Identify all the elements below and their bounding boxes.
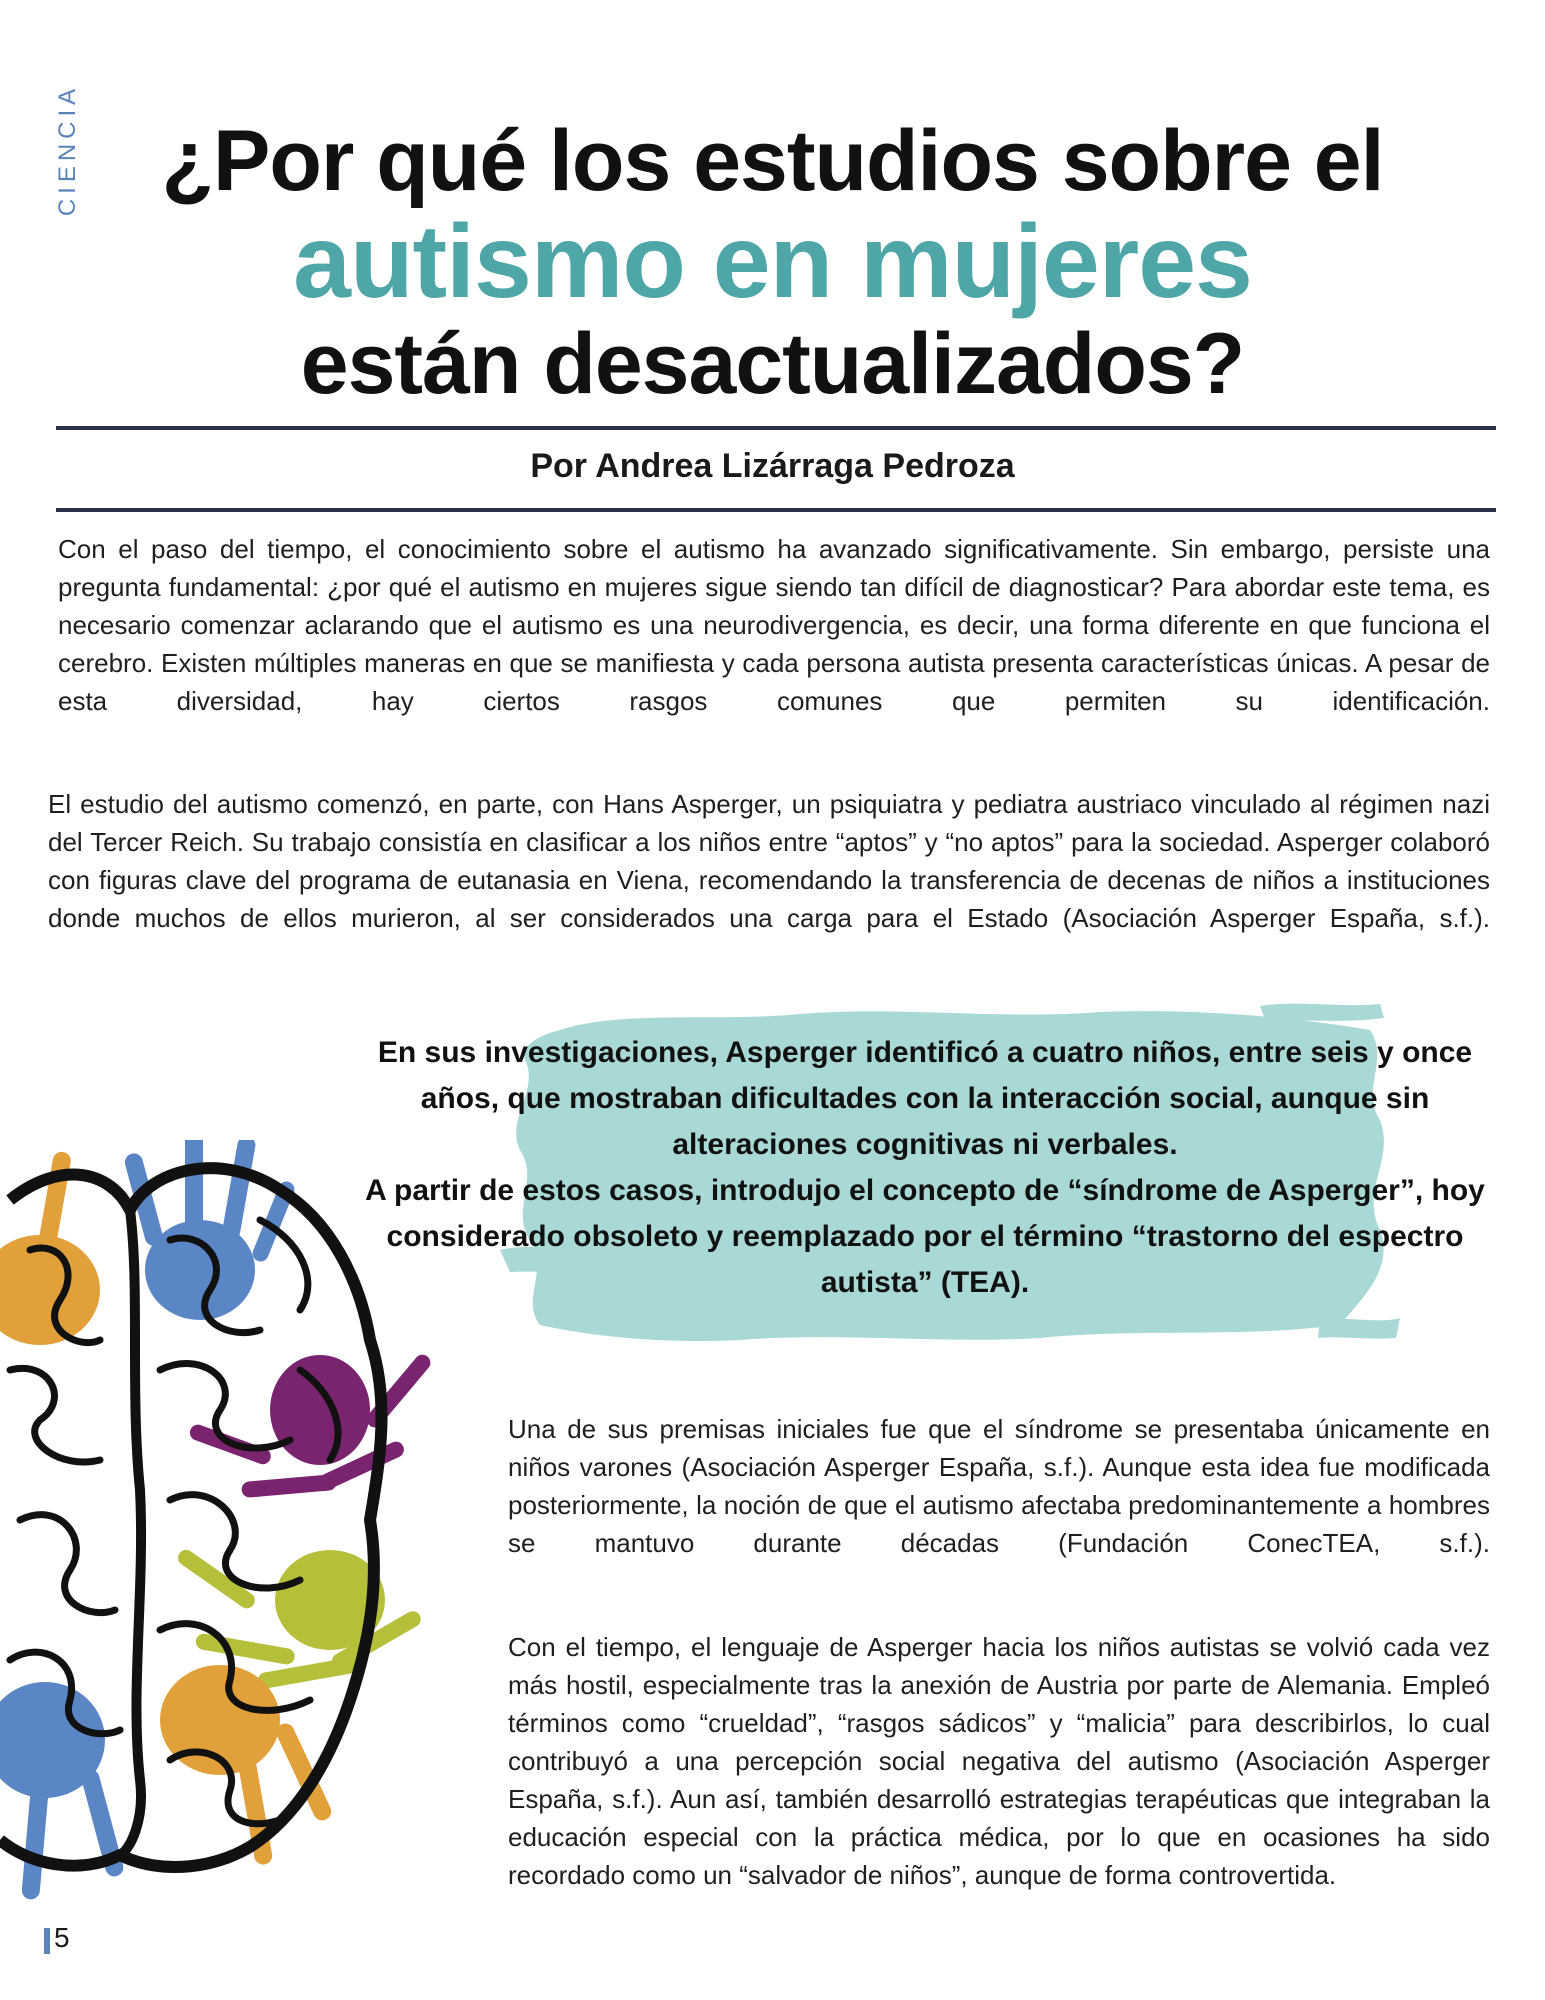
history-paragraph: El estudio del autismo comenzó, en parte, con Hans Asperger, un psiquiatra y pediatra austriaco vinculado al régimen nazi del Tercer Reich. Su trabajo consistía en clasificar a los niños entre “aptos” y “no aptos” para la sociedad. Asperger colaboró con figuras clave del programa de eutanasia en Viena, recomendando la transferencia de decenas de niños a instituciones donde muchos de ellos murieron, al ser considerados una carga para el Estado (Asociación Asperger España, s.f.). <box>48 789 1490 933</box>
handprint-purple <box>188 1351 434 1498</box>
language-paragraph: Con el tiempo, el lenguaje de Asperger hacia los niños autistas se volvió cada vez más hostil, especialmente tras la anexión de Austria por parte de Alemania. Empleó términos como “crueldad”, “rasgos sádicos” y “malicia” para describirlos, lo cual contribuyó a una percepción social negativa del autismo (Asociación Asperger España, s.f.). Aun así, también desarrolló estrategias terapéuticas que integraban la educación especial con la práctica médica, por lo que en ocasiones ha sido recordado como un “salvador de niños”, aunque de forma controvertida. <box>508 1632 1490 1890</box>
headline-line-2: autismo en mujeres <box>293 204 1252 320</box>
intro-paragraph: Con el paso del tiempo, el conocimiento sobre el autismo ha avanzado significativamente. Sin embargo, persiste una pregunta fundamental: ¿por qué el autismo en mujeres sigue siendo tan difícil de diagnosticar? Para abordar este tema, es necesario comenzar aclarando que el autismo es una neurodivergencia, es decir, una forma diferente en que funciona el cerebro. Existen múltiples maneras en que se manifiesta y cada persona autista presenta características únicas. A pesar de esta diversidad, hay ciertos rasgos comunes que permiten su identificación. <box>58 534 1490 716</box>
page-number-marker <box>44 1928 50 1954</box>
pull-quote-part-1: En sus investigaciones, Asperger identificó a cuatro niños, entre seis y once años, que mostraban dificultades con la interacción social, aunque sin alteraciones cognitivas ni verbales. <box>377 1036 1473 1161</box>
bottom-divider <box>56 508 1496 512</box>
headline-line-1: ¿Por qué los estudios sobre el <box>161 113 1384 209</box>
premise-paragraph: Una de sus premisas iniciales fue que el síndrome se presentaba únicamente en niños varones (Asociación Asperger España, s.f.). Aunque esta idea fue modificada posteriormente, la noción de que el autismo afectaba predominantemente a hombres se mantuvo durante décadas (Fundación ConecTEA, s.f.). <box>508 1414 1490 1558</box>
brain-handprints-illustration <box>0 1140 490 1910</box>
headline-line-3: están desactualizados? <box>300 316 1245 412</box>
handprint-orange-bottom <box>160 1665 334 1866</box>
byline: Por Andrea Lizárraga Pedroza <box>530 447 1015 485</box>
page-number: 5 <box>54 1922 70 1953</box>
section-label-text: CIENCIA <box>54 83 82 217</box>
top-divider <box>56 426 1496 430</box>
pull-quote-part-2: A partir de estos casos, introdujo el concepto de “síndrome de Asperger”, hoy considerado obsoleto y reemplazado por el término “trastorno del espectro autista” (TEA). <box>365 1174 1485 1299</box>
pull-quote <box>360 1030 1490 1306</box>
